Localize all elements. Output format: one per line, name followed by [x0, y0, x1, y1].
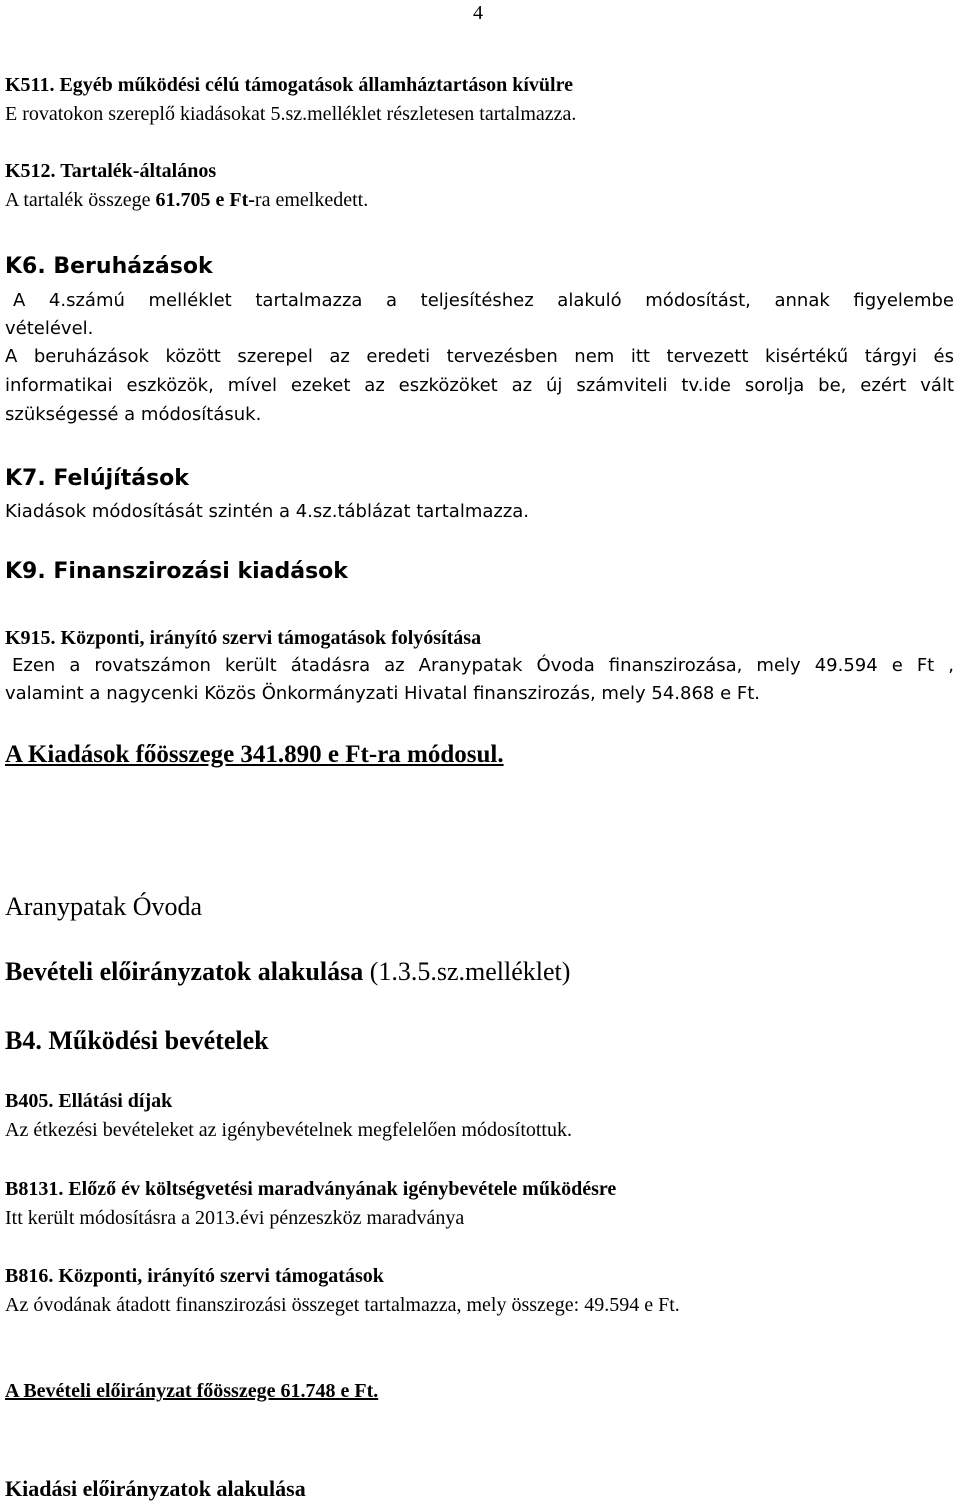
page-number: 4: [473, 2, 483, 24]
b4-heading: B4. Működési bevételek: [5, 1026, 269, 1055]
k7-heading: K7. Felújítások: [5, 466, 189, 491]
k6-line-2: vételével.: [5, 318, 94, 339]
bevetel-heading: [5, 957, 570, 987]
k512-heading: K512. Tartalék-általános: [5, 160, 217, 182]
k7-text: Kiadások módosítását szintén a 4.sz.táblázat tartalmazza.: [5, 501, 530, 522]
kiadasi-heading: Kiadási előirányzatok alakulása: [5, 1476, 306, 1501]
b816-heading: B816. Központi, irányító szervi támogatások: [5, 1265, 384, 1287]
ovoda-title: Aranypatak Óvoda: [5, 892, 203, 921]
b8131-text: Itt került módosításra a 2013.évi pénzeszköz maradványa: [5, 1207, 465, 1229]
k512-text: [5, 189, 368, 212]
k915-heading: K915. Központi, irányító szervi támogatások folyósítása: [5, 627, 482, 649]
k915-line-2: valamint a nagycenki Közös Önkormányzati Hivatal finanszirozás, mely 54.868 e Ft.: [5, 683, 761, 704]
total-bevetel: A Bevételi előirányzat főösszege 61.748 e Ft.: [5, 1380, 379, 1402]
k511-text: E rovatokon szereplő kiadásokat 5.sz.melléklet részletesen tartalmazza.: [5, 103, 577, 125]
k512-text-pre: A tartalék összege: [5, 189, 156, 211]
b405-text: Az étkezési bevételeket az igénybevételnek megfelelően módosítottuk.: [5, 1119, 572, 1141]
b816-text: Az óvodának átadott finanszirozási összeget tartalmazza, mely összege: 49.594 e Ft.: [5, 1294, 680, 1316]
b8131-heading: B8131. Előző év költségvetési maradványának igénybevétele működésre: [5, 1178, 617, 1200]
k6-line-1: A 4.számú melléklet tartalmazza a teljesítéshez alakuló módosítást, annak figyelembe: [13, 290, 954, 311]
k6-line-5: szükségessé a módosításuk.: [5, 404, 262, 425]
k511-heading: K511. Egyéb működési célú támogatások államháztartáson kívülre: [5, 74, 573, 96]
total-kiadas: A Kiadások főösszege 341.890 e Ft-ra módosul.: [5, 741, 504, 768]
bevetel-heading-ref: (1.3.5.sz.melléklet): [369, 957, 571, 986]
bevetel-heading-bold: Bevételi előirányzatok alakulása: [5, 957, 370, 986]
k915-line-1: Ezen a rovatszámon került átadásra az Aranypatak Óvoda finanszirozása, mely 49.594 e Ft ,: [12, 655, 954, 676]
k6-line-4: informatikai eszközök, mível ezeket az eszközöket az új számviteli tv.ide sorolja be, ezért vált: [5, 375, 954, 396]
k6-line-3: A beruházások között szerepel az eredeti tervezésben nem itt tervezett kisértékű tárgyi és: [5, 346, 954, 367]
k9-heading: K9. Finanszirozási kiadások: [5, 559, 348, 584]
k6-heading: K6. Beruházások: [5, 254, 213, 279]
k512-text-post: ra emelkedett.: [254, 189, 369, 211]
b405-heading: B405. Ellátási díjak: [5, 1090, 173, 1112]
k512-text-amount: 61.705 e Ft-: [155, 189, 255, 211]
